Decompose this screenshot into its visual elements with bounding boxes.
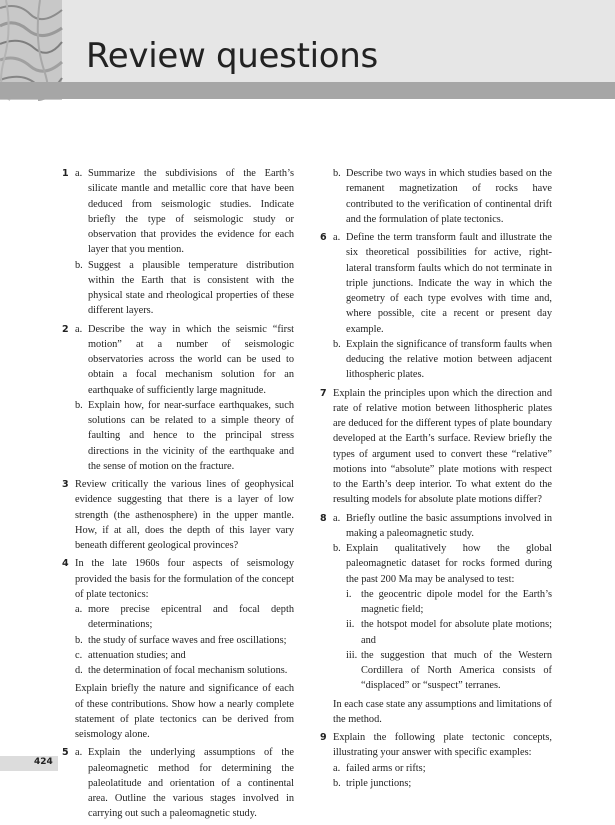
question-text: Suggest a plausible temperature distribution within the Earth that is consistent with the physical state and rheological properties of these different layers. [88,259,294,317]
question-4: 4 In the late 1960s four aspects of seismology provided the basis for the formulation of the concept of plate tectonics: a. more precise epicentral and focal depth determinations; b. the study of surface waves and free oscillations; c. attenuation studies; and d. the determination of focal mechanism solutions. Explain briefly the nature and significance of each of these contributions. Show how a nearly complete statement of plate tectonics can be derived from seismology alone. [62,556,294,742]
question-text: Briefly outline the basic assumptions involved in making a paleomagnetic study. [346,512,552,539]
question-text: Explain qualitatively how the global paleomagnetic dataset for rocks formed during the past 200 Ma may be analysed to test: [346,543,552,585]
question-2: 2 a. Describe the way in which the seismic “first motion” at a number of seismologic observatories across the world can be used to obtain a focal mechanism solution for an earthquake of sufficiently large magnitude. b. Explain how, for near-surface earthquakes, such solutions can be related to a simple theory of faulting and hence to the principal stress directions in the vicinity of the earthquake and the sense of motion on the fracture. [62,322,294,475]
question-text: Define the term transform fault and illustrate the six theoretical possibilities for active, right-lateral transform faults which do not terminate in triple junctions. Indicate the way in which the geometry of each type evolves with time and, where possible, cite a recent or present day example. [346,232,552,335]
question-6: 6 a. Define the term transform fault and illustrate the six theoretical possibilities for active, right-lateral transform faults which do not terminate in triple junctions. Indicate the way in which the geometry of each type evolves with time and, where possible, cite a recent or present day example. b. Explain the significance of transform faults when deducing the relative motion between adjacent lithospheric plates. [320,230,552,383]
question-number: 1 [62,168,69,179]
question-text: Explain the underlying assumptions of the paleomagnetic method for determining the paleolatitude and orientation of a continental area. Outline the various stages involved in carrying out such a paleomagnetic study. [88,747,294,820]
list-item: triple junctions; [346,777,412,789]
sub-item: the hotspot model for absolute plate motions; and [361,619,552,646]
page-title: Review questions [86,36,378,76]
list-item: more precise epicentral and focal depth determinations; [88,604,294,631]
question-followup: In each case state any assumptions and limitations of the method. [333,698,552,725]
question-number: 8 [320,512,327,524]
question-text: Review critically the various lines of geophysical evidence suggesting that there is a layer of low strength (the asthenosphere) in the upper mantle. How, if at all, does the depth of this layer vary beneath different geological provinces? [75,479,294,551]
list-item: failed arms or rifts; [346,762,426,774]
question-3 [62,477,294,553]
page-number: 424 [34,757,53,767]
question-5: 5 a. Explain the underlying assumptions of the paleomagnetic method for determining the paleolatitude and orientation of a continental area. Outline the various stages involved in carrying out such a paleomagnetic study. [62,745,294,821]
sub-item: the geocentric dipole model for the Earth’s magnetic field; [361,588,552,615]
question-number: 4 [62,558,69,570]
question-text: In the late 1960s four aspects of seismology provided the basis for the formulation of the concept of plate tectonics: [75,558,294,600]
question-number: 9 [320,732,327,743]
question-text: Explain the principles upon which the direction and rate of relative motion between lithospheric plates are deduced for the different types of plate boundary developed at the Earth’s surface. Review briefly the types of argument used to convert these “relative” motions into “absolute” plate motions with respect to the Earth’s deep interior. To what extent do the resulting models for absolute plate motions differ? [333,387,552,506]
question-text: Describe two ways in which studies based on the remanent magnetization of rocks have contributed to the verification of continental drift and the formulation of plate tectonics. [346,168,552,225]
left-column [62,166,294,825]
question-5-continued: b. Describe two ways in which studies based on the remanent magnetization of rocks have contributed to the verification of continental drift and the formulation of plate tectonics. [320,166,552,227]
list-item: attenuation studies; and [88,649,186,661]
question-9: 9 Explain the following plate tectonic concepts, illustrating your answer with specific examples: a. failed arms or rifts; b. triple junctions; [320,730,552,791]
question-1: 1 a. Summarize the subdivisions of the Earth’s silicate mantle and metallic core that have been deduced from seismologic studies. Indicate briefly the type of seismologic study or observation that provides the evidence for each layer that you mention. b. Suggest a plausible temperature distribution within the Earth that is consistent with the physical state and rheological properties of these different layers. [62,166,294,319]
list-item: the determination of focal mechanism solutions. [88,665,288,676]
right-column [320,166,552,794]
question-7 [320,386,552,508]
list-item: the study of surface waves and free oscillations; [88,634,287,646]
question-text: Summarize the subdivisions of the Earth’s silicate mantle and metallic core that have been deduced from seismologic studies. Indicate briefly the type of seismologic study or observation that provides the evidence for each layer that you mention. [88,168,294,256]
question-number: 6 [320,232,327,243]
question-number: 5 [62,747,69,759]
question-followup: Explain briefly the nature and significance of each of these contributions. Show how a nearly complete statement of plate tectonics can be derived from seismology alone. [75,683,294,740]
sub-item: the suggestion that much of the Western Cordillera of North America consists of “displaced” or “suspect” terranes. [361,649,552,692]
question-text: Explain the following plate tectonic concepts, illustrating your answer with specific examples: [333,732,552,759]
question-number: 2 [62,323,69,335]
question-text: Explain the significance of transform faults when deducing the relative motion between adjacent lithospheric plates. [346,338,552,381]
question-text: Explain how, for near-surface earthquakes, such solutions can be related to a simple theory of faulting and hence to the principal stress directions in the vicinity of the earthquake and the sense of motion on the fracture. [88,399,294,472]
question-text: Describe the way in which the seismic “first motion” at a number of seismologic observatories across the world can be used to obtain a focal mechanism solution for an earthquake of sufficiently large magnitude. [88,323,294,396]
question-number: 7 [320,387,327,399]
header-rule [0,82,615,99]
question-8: 8 a. Briefly outline the basic assumptions involved in making a paleomagnetic study. b. Explain qualitatively how the global paleomagnetic dataset for rocks formed during the past 200 Ma may be analysed to test: i. the geocentric dipole model for the Earth’s magnetic field; ii. the hotspot model for absolute plate motions; and iii. the suggestion that much of the Western Cordillera of North America consists of “displaced” or “suspect” terranes. In each case state any assumptions and limitations of the method. [320,511,552,728]
sub-list: i. the geocentric dipole model for the Earth’s magnetic field; ii. the hotspot model for absolute plate motions; and iii. the suggestion that much of the Western Cordillera of North America consists of “displaced” or “suspect” terranes. [346,587,552,694]
question-number: 3 [62,479,69,490]
